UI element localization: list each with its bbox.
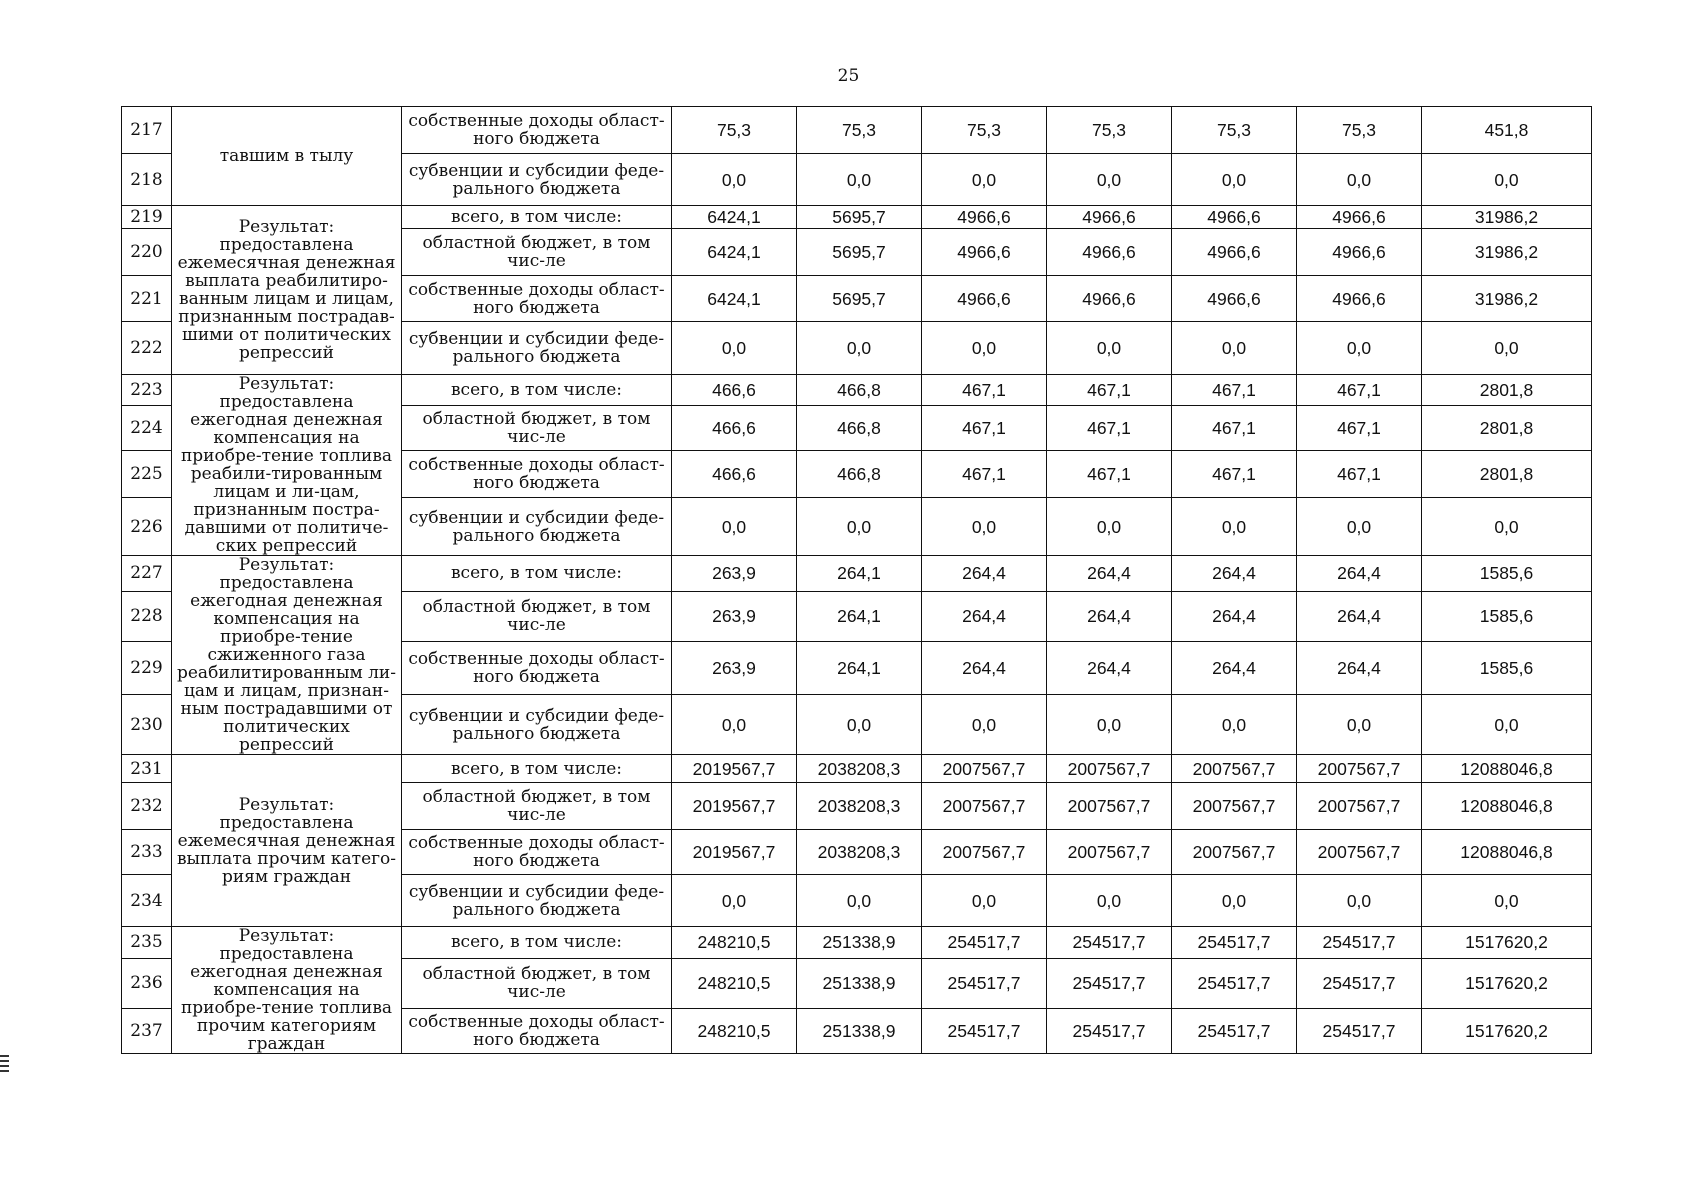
year-value: 2007567,7 (922, 830, 1047, 875)
year-value: 467,1 (922, 450, 1047, 498)
funding-category: субвенции и субсидии феде-рального бюджета (402, 695, 672, 755)
year-value: 0,0 (1047, 875, 1172, 927)
year-value: 0,0 (1297, 154, 1422, 206)
row-number: 223 (122, 375, 172, 406)
result-description: Результат: предоставлена ежегодная денежная компенсация на приобре-тение топлива реабили-тированным лицам и ли-цам, признанным постра-давшими от политиче-ских репрессий (172, 375, 402, 556)
total-value: 31986,2 (1422, 206, 1592, 229)
result-description: Результат: предоставлена ежемесячная денежная выплата реабилитиро-ванным лицам и лицам, признанным пострадав-шими от политических репрессий (172, 206, 402, 375)
year-value: 6424,1 (672, 229, 797, 276)
year-value: 5695,7 (797, 229, 922, 276)
year-value: 0,0 (797, 154, 922, 206)
funding-category: областной бюджет, в том чис-ле (402, 591, 672, 642)
year-value: 467,1 (1047, 375, 1172, 406)
year-value: 0,0 (1172, 875, 1297, 927)
year-value: 254517,7 (1297, 958, 1422, 1008)
row-number: 232 (122, 783, 172, 830)
year-value: 0,0 (1172, 322, 1297, 375)
year-value: 254517,7 (1297, 927, 1422, 959)
year-value: 263,9 (672, 556, 797, 592)
year-value: 2007567,7 (1297, 783, 1422, 830)
year-value: 2038208,3 (797, 755, 922, 783)
year-value: 4966,6 (922, 276, 1047, 322)
year-value: 0,0 (1297, 322, 1422, 375)
year-value: 248210,5 (672, 958, 797, 1008)
year-value: 467,1 (1172, 406, 1297, 450)
funding-category: всего, в том числе: (402, 556, 672, 592)
funding-category: всего, в том числе: (402, 206, 672, 229)
funding-category: субвенции и субсидии феде-рального бюджета (402, 322, 672, 375)
year-value: 254517,7 (922, 1008, 1047, 1053)
year-value: 0,0 (1172, 154, 1297, 206)
year-value: 4966,6 (1297, 276, 1422, 322)
table-row (122, 927, 1592, 959)
funding-category: всего, в том числе: (402, 927, 672, 959)
funding-category: собственные доходы област-ного бюджета (402, 450, 672, 498)
year-value: 4966,6 (922, 206, 1047, 229)
year-value: 0,0 (672, 875, 797, 927)
year-value: 0,0 (922, 154, 1047, 206)
total-value: 1585,6 (1422, 556, 1592, 592)
row-number: 226 (122, 498, 172, 556)
year-value: 2007567,7 (1172, 783, 1297, 830)
table-row (122, 556, 1592, 592)
funding-category: областной бюджет, в том чис-ле (402, 229, 672, 276)
year-value: 0,0 (1297, 498, 1422, 556)
total-value: 31986,2 (1422, 276, 1592, 322)
total-value: 0,0 (1422, 875, 1592, 927)
year-value: 248210,5 (672, 1008, 797, 1053)
funding-category: всего, в том числе: (402, 755, 672, 783)
year-value: 2007567,7 (1047, 830, 1172, 875)
year-value: 467,1 (1297, 406, 1422, 450)
year-value: 75,3 (797, 107, 922, 154)
row-number: 234 (122, 875, 172, 927)
row-number: 225 (122, 450, 172, 498)
year-value: 467,1 (1172, 450, 1297, 498)
year-value: 75,3 (1172, 107, 1297, 154)
year-value: 251338,9 (797, 958, 922, 1008)
year-value: 264,4 (1297, 642, 1422, 695)
year-value: 251338,9 (797, 1008, 922, 1053)
row-number: 217 (122, 107, 172, 154)
total-value: 2801,8 (1422, 406, 1592, 450)
year-value: 254517,7 (922, 927, 1047, 959)
year-value: 0,0 (672, 322, 797, 375)
year-value: 263,9 (672, 591, 797, 642)
year-value: 75,3 (1047, 107, 1172, 154)
year-value: 264,4 (1172, 556, 1297, 592)
page-number: 25 (837, 66, 860, 86)
year-value: 0,0 (797, 322, 922, 375)
year-value: 0,0 (1297, 875, 1422, 927)
year-value: 75,3 (1297, 107, 1422, 154)
table-row (122, 755, 1592, 783)
total-value: 31986,2 (1422, 229, 1592, 276)
year-value: 0,0 (672, 695, 797, 755)
year-value: 5695,7 (797, 276, 922, 322)
year-value: 2038208,3 (797, 830, 922, 875)
row-number: 221 (122, 276, 172, 322)
year-value: 0,0 (922, 322, 1047, 375)
year-value: 0,0 (1047, 695, 1172, 755)
year-value: 254517,7 (1047, 958, 1172, 1008)
row-number: 220 (122, 229, 172, 276)
year-value: 2007567,7 (922, 783, 1047, 830)
row-number: 237 (122, 1008, 172, 1053)
funding-category: собственные доходы област-ного бюджета (402, 830, 672, 875)
result-description: Результат: предоставлена ежегодная денежная компенсация на приобре-тение сжиженного газа реабилитированным ли-цам и лицам, признан-ным пострадавшими от политических репрессий (172, 556, 402, 755)
year-value: 467,1 (922, 406, 1047, 450)
year-value: 6424,1 (672, 276, 797, 322)
year-value: 2007567,7 (1172, 755, 1297, 783)
total-value: 12088046,8 (1422, 830, 1592, 875)
year-value: 264,4 (1297, 556, 1422, 592)
total-value: 0,0 (1422, 498, 1592, 556)
year-value: 254517,7 (1047, 927, 1172, 959)
year-value: 0,0 (672, 154, 797, 206)
year-value: 4966,6 (1047, 229, 1172, 276)
year-value: 2019567,7 (672, 783, 797, 830)
year-value: 264,4 (922, 642, 1047, 695)
year-value: 264,4 (1047, 556, 1172, 592)
year-value: 264,4 (1297, 591, 1422, 642)
row-number: 219 (122, 206, 172, 229)
year-value: 2007567,7 (1047, 755, 1172, 783)
year-value: 0,0 (1047, 498, 1172, 556)
total-value: 1517620,2 (1422, 927, 1592, 959)
year-value: 467,1 (1172, 375, 1297, 406)
year-value: 466,6 (672, 406, 797, 450)
year-value: 466,8 (797, 375, 922, 406)
year-value: 264,1 (797, 556, 922, 592)
year-value: 0,0 (1297, 695, 1422, 755)
row-number: 222 (122, 322, 172, 375)
year-value: 254517,7 (1172, 927, 1297, 959)
total-value: 2801,8 (1422, 375, 1592, 406)
row-number: 236 (122, 958, 172, 1008)
funding-category: субвенции и субсидии феде-рального бюджета (402, 875, 672, 927)
year-value: 254517,7 (1172, 1008, 1297, 1053)
row-number: 235 (122, 927, 172, 959)
year-value: 0,0 (1047, 154, 1172, 206)
year-value: 264,4 (1172, 642, 1297, 695)
year-value: 254517,7 (1297, 1008, 1422, 1053)
funding-category: субвенции и субсидии феде-рального бюджета (402, 154, 672, 206)
result-description: Результат: предоставлена ежегодная денежная компенсация на приобре-тение топлива прочим категориям граждан (172, 927, 402, 1054)
year-value: 466,8 (797, 450, 922, 498)
total-value: 0,0 (1422, 322, 1592, 375)
total-value: 0,0 (1422, 154, 1592, 206)
year-value: 263,9 (672, 642, 797, 695)
year-value: 0,0 (922, 498, 1047, 556)
funding-category: областной бюджет, в том чис-ле (402, 406, 672, 450)
year-value: 0,0 (797, 498, 922, 556)
year-value: 264,4 (922, 591, 1047, 642)
year-value: 4966,6 (922, 229, 1047, 276)
year-value: 2007567,7 (1297, 830, 1422, 875)
row-number: 229 (122, 642, 172, 695)
year-value: 0,0 (922, 875, 1047, 927)
year-value: 4966,6 (1172, 206, 1297, 229)
total-value: 12088046,8 (1422, 755, 1592, 783)
year-value: 2038208,3 (797, 783, 922, 830)
funding-category: субвенции и субсидии феде-рального бюджета (402, 498, 672, 556)
funding-category: собственные доходы област-ного бюджета (402, 642, 672, 695)
year-value: 0,0 (797, 875, 922, 927)
funding-category: областной бюджет, в том чис-ле (402, 783, 672, 830)
year-value: 2007567,7 (1047, 783, 1172, 830)
total-value: 2801,8 (1422, 450, 1592, 498)
year-value: 467,1 (922, 375, 1047, 406)
year-value: 264,1 (797, 591, 922, 642)
year-value: 264,1 (797, 642, 922, 695)
row-number: 228 (122, 591, 172, 642)
table-row (122, 375, 1592, 406)
result-description: тавшим в тылу (172, 107, 402, 206)
year-value: 75,3 (672, 107, 797, 154)
funding-category: областной бюджет, в том чис-ле (402, 958, 672, 1008)
table-row (122, 206, 1592, 229)
year-value: 467,1 (1297, 450, 1422, 498)
year-value: 2019567,7 (672, 755, 797, 783)
margin-marks (0, 1055, 10, 1075)
year-value: 0,0 (1047, 322, 1172, 375)
year-value: 467,1 (1047, 406, 1172, 450)
year-value: 5695,7 (797, 206, 922, 229)
row-number: 233 (122, 830, 172, 875)
year-value: 466,8 (797, 406, 922, 450)
year-value: 264,4 (1047, 642, 1172, 695)
row-number: 224 (122, 406, 172, 450)
year-value: 2007567,7 (922, 755, 1047, 783)
year-value: 4966,6 (1047, 206, 1172, 229)
table-row (122, 107, 1592, 154)
year-value: 264,4 (922, 556, 1047, 592)
funding-category: собственные доходы област-ного бюджета (402, 107, 672, 154)
row-number: 230 (122, 695, 172, 755)
year-value: 264,4 (1172, 591, 1297, 642)
year-value: 0,0 (1172, 695, 1297, 755)
year-value: 466,6 (672, 375, 797, 406)
year-value: 2019567,7 (672, 830, 797, 875)
year-value: 0,0 (797, 695, 922, 755)
year-value: 0,0 (672, 498, 797, 556)
row-number: 231 (122, 755, 172, 783)
total-value: 12088046,8 (1422, 783, 1592, 830)
funding-category: собственные доходы област-ного бюджета (402, 1008, 672, 1053)
year-value: 6424,1 (672, 206, 797, 229)
budget-table (121, 106, 1592, 1054)
year-value: 467,1 (1047, 450, 1172, 498)
year-value: 2007567,7 (1172, 830, 1297, 875)
year-value: 254517,7 (1047, 1008, 1172, 1053)
year-value: 466,6 (672, 450, 797, 498)
row-number: 227 (122, 556, 172, 592)
year-value: 264,4 (1047, 591, 1172, 642)
result-description: Результат: предоставлена ежемесячная денежная выплата прочим катего-риям граждан (172, 755, 402, 927)
year-value: 251338,9 (797, 927, 922, 959)
year-value: 0,0 (1172, 498, 1297, 556)
total-value: 451,8 (1422, 107, 1592, 154)
year-value: 0,0 (922, 695, 1047, 755)
total-value: 1517620,2 (1422, 958, 1592, 1008)
total-value: 0,0 (1422, 695, 1592, 755)
year-value: 4966,6 (1297, 206, 1422, 229)
year-value: 4966,6 (1172, 229, 1297, 276)
year-value: 75,3 (922, 107, 1047, 154)
total-value: 1517620,2 (1422, 1008, 1592, 1053)
year-value: 467,1 (1297, 375, 1422, 406)
year-value: 2007567,7 (1297, 755, 1422, 783)
funding-category: всего, в том числе: (402, 375, 672, 406)
year-value: 4966,6 (1172, 276, 1297, 322)
funding-category: собственные доходы област-ного бюджета (402, 276, 672, 322)
row-number: 218 (122, 154, 172, 206)
total-value: 1585,6 (1422, 642, 1592, 695)
total-value: 1585,6 (1422, 591, 1592, 642)
year-value: 4966,6 (1047, 276, 1172, 322)
year-value: 254517,7 (1172, 958, 1297, 1008)
year-value: 248210,5 (672, 927, 797, 959)
year-value: 254517,7 (922, 958, 1047, 1008)
year-value: 4966,6 (1297, 229, 1422, 276)
